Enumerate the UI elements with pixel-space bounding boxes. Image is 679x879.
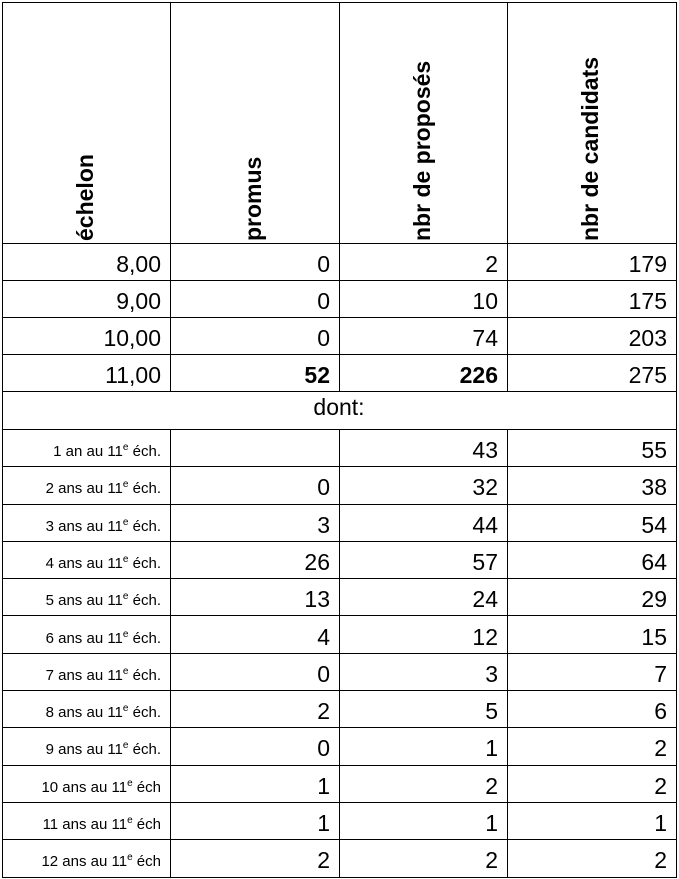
- column-header-promus: promus: [240, 156, 266, 241]
- label-superscript: e: [127, 777, 133, 789]
- label-suffix: éch: [132, 778, 161, 796]
- label-superscript: e: [122, 553, 129, 565]
- cell-candidats: 29: [641, 586, 667, 613]
- label-suffix: éch.: [128, 741, 161, 759]
- cell-proposes: 5: [485, 698, 498, 725]
- sub-row-label: [2, 443, 161, 461]
- cell-candidats: 179: [628, 251, 667, 277]
- label-text: 10 ans au 11: [41, 778, 128, 796]
- label-superscript: e: [122, 703, 129, 715]
- cell-proposes: 226: [459, 362, 498, 388]
- column-header-candidats: nbr de candidats: [577, 56, 603, 241]
- label-text: 1 an au 11: [53, 443, 123, 460]
- cell-echelon: 10,00: [103, 325, 161, 351]
- cell-promus: 0: [317, 251, 330, 277]
- sub-row-label: [2, 630, 161, 648]
- cell-proposes: 24: [472, 586, 498, 613]
- sub-row-label: [2, 480, 161, 498]
- dont-label: dont:: [313, 394, 365, 420]
- sub-row-label: [2, 667, 161, 685]
- cell-proposes: 57: [472, 548, 498, 575]
- cell-proposes: 43: [472, 437, 498, 463]
- cell-promus: 1: [317, 810, 330, 836]
- cell-promus: 2: [317, 847, 330, 874]
- cell-candidats: 1: [654, 810, 667, 836]
- cell-candidats: 6: [654, 698, 667, 725]
- cell-proposes: 32: [472, 474, 498, 501]
- sub-row-label: [2, 555, 161, 573]
- cell-candidats: 7: [654, 660, 667, 687]
- cell-proposes: 12: [472, 623, 498, 650]
- cell-candidats: 55: [641, 437, 667, 463]
- label-suffix: éch.: [128, 592, 161, 610]
- cell-proposes: 1: [485, 810, 498, 836]
- cell-proposes: 2: [485, 772, 498, 799]
- cell-promus: 0: [317, 288, 330, 314]
- cell-promus: 2: [317, 698, 330, 725]
- cell-proposes: 2: [485, 847, 498, 874]
- label-superscript: e: [122, 740, 129, 752]
- cell-echelon: 8,00: [116, 251, 161, 277]
- label-suffix: éch.: [128, 704, 161, 722]
- label-superscript: e: [122, 591, 129, 603]
- cell-candidats: 203: [628, 325, 667, 351]
- cell-promus: 0: [317, 325, 330, 351]
- cell-echelon: 11,00: [105, 362, 161, 388]
- cell-proposes: 3: [485, 660, 498, 687]
- label-text: 12 ans au 11: [41, 853, 128, 871]
- label-text: 2 ans au 11: [45, 480, 123, 498]
- cell-candidats: 15: [641, 623, 667, 650]
- cell-promus: 0: [317, 660, 330, 687]
- cell-candidats: 54: [641, 511, 667, 538]
- cell-proposes: 10: [472, 288, 498, 314]
- cell-promus: 4: [317, 623, 330, 650]
- cell-proposes: 1: [485, 735, 498, 762]
- label-suffix: éch: [132, 853, 161, 871]
- cell-promus: 3: [317, 511, 330, 538]
- label-superscript: e: [127, 815, 133, 826]
- cell-candidats: 2: [654, 772, 667, 799]
- label-superscript: e: [122, 665, 129, 677]
- label-text: 11 ans au 11: [42, 816, 128, 833]
- sub-row-label: [2, 816, 161, 834]
- label-text: 9 ans au 11: [45, 741, 123, 759]
- cell-promus: 0: [317, 735, 330, 762]
- cell-candidats: 2: [654, 847, 667, 874]
- label-suffix: éch.: [128, 443, 161, 460]
- cell-proposes: 74: [472, 325, 498, 351]
- label-text: 6 ans au 11: [45, 629, 123, 647]
- cell-candidats: 64: [641, 548, 667, 575]
- label-suffix: éch.: [128, 517, 161, 535]
- sub-row-label: [2, 704, 161, 722]
- cell-candidats: 175: [628, 288, 667, 314]
- cell-echelon: 9,00: [116, 288, 161, 314]
- sub-row-label: [2, 741, 161, 759]
- sub-row-label: [2, 518, 161, 536]
- cell-candidats: 275: [628, 362, 667, 388]
- cell-promus: 52: [304, 362, 330, 388]
- label-suffix: éch.: [128, 629, 161, 647]
- cell-candidats: 2: [654, 735, 667, 762]
- label-suffix: éch.: [128, 554, 161, 572]
- label-suffix: éch.: [128, 666, 161, 684]
- label-text: 8 ans au 11: [45, 704, 123, 722]
- cell-promus: 26: [304, 548, 330, 575]
- label-superscript: e: [127, 852, 133, 864]
- cell-candidats: 38: [641, 474, 667, 501]
- label-superscript: e: [122, 442, 129, 453]
- cell-promus: 1: [317, 772, 330, 799]
- sub-row-label: [2, 779, 161, 797]
- cell-promus: 13: [304, 586, 330, 613]
- label-suffix: éch.: [128, 480, 161, 498]
- cell-promus: 0: [317, 474, 330, 501]
- sub-row-label: [2, 853, 161, 871]
- label-superscript: e: [122, 479, 129, 491]
- label-superscript: e: [122, 628, 129, 640]
- label-text: 3 ans au 11: [45, 517, 123, 535]
- label-text: 4 ans au 11: [45, 554, 123, 572]
- column-header-proposes: nbr de proposés: [409, 60, 435, 241]
- label-text: 7 ans au 11: [45, 666, 123, 684]
- label-superscript: e: [122, 516, 129, 528]
- column-divider: [676, 2, 677, 878]
- cell-proposes: 44: [472, 511, 498, 538]
- column-header-echelon: échelon: [72, 154, 98, 241]
- cell-proposes: 2: [485, 251, 498, 277]
- label-text: 5 ans au 11: [45, 592, 123, 610]
- sub-row-label: [2, 592, 161, 610]
- label-suffix: éch: [132, 816, 161, 833]
